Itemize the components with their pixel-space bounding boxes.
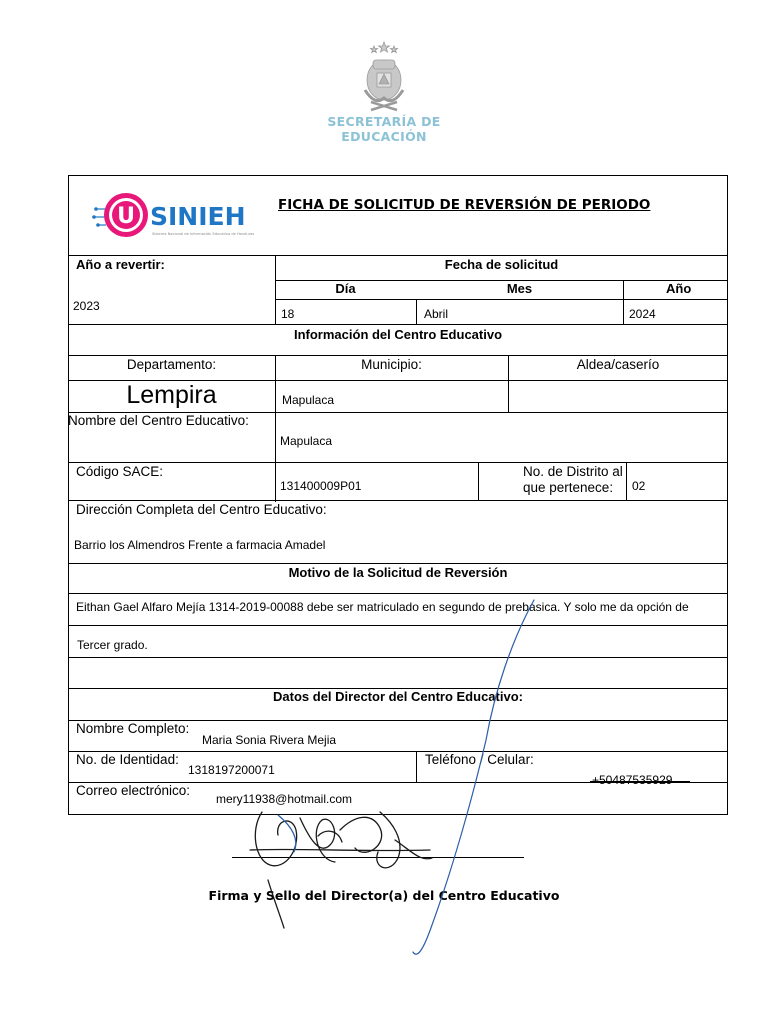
department-label: Departamento: [126, 357, 217, 372]
village-label: Aldea/caserío [576, 357, 660, 372]
row-divider [68, 563, 728, 564]
email-value: mery11938@hotmail.com [216, 792, 353, 806]
institution-name-line2: EDUCACIÓN [341, 129, 427, 144]
col-divider [626, 462, 627, 500]
year-value: 2023 [73, 299, 100, 313]
logo-name: SINIEH [150, 202, 246, 231]
year-label: Año a revertir: [76, 257, 165, 272]
municipality-value: Mapulaca [282, 393, 335, 407]
logo-tagline: Sistema Nacional de Información Educativa de Honduras [152, 232, 255, 236]
district-value: 02 [632, 479, 646, 493]
reason-line1: Eithan Gael Alfaro Mejía 1314-2019-00088 debe ser matriculado en segundo de prebasica. Y solo me da opción de [76, 600, 689, 614]
address-label: Dirección Completa del Centro Educativo: [76, 502, 327, 517]
form-title: FICHA DE SOLICITUD DE REVERSIÓN DE PERIODO [278, 197, 651, 213]
id-number-value: 1318197200071 [188, 763, 275, 777]
director-heading: Datos del Director del Centro Educativo: [273, 689, 523, 704]
row-divider [275, 299, 728, 300]
sace-code-label: Código SACE: [76, 464, 164, 479]
district-label-line1: No. de Distrito al [523, 464, 623, 479]
col-divider [416, 299, 417, 324]
reason-heading: Motivo de la Solicitud de Reversión [288, 565, 508, 580]
row-divider [68, 462, 728, 463]
full-name-value: Maria Sonia Rivera Mejia [202, 733, 337, 747]
month-value: Abril [424, 307, 449, 321]
email-label: Correo electrónico: [76, 783, 191, 798]
signature-label: Firma y Sello del Director(a) del Centro Educativo [208, 888, 560, 903]
year-col-label: Año [666, 281, 692, 296]
center-info-heading: Información del Centro Educativo [293, 327, 503, 342]
row-divider [68, 324, 728, 325]
phone-label: Teléfono / Celular: [425, 752, 534, 767]
sinieh-logo [88, 187, 263, 243]
row-divider [68, 657, 728, 658]
day-value: 18 [281, 307, 295, 321]
district-label-line2: que pertenece: [523, 480, 614, 495]
logo-letter: U [117, 204, 135, 229]
request-date-label: Fecha de solicitud [444, 257, 559, 272]
coat-of-arms-icon [355, 40, 413, 112]
month-label: Mes [506, 281, 533, 296]
row-divider [68, 500, 728, 501]
address-value: Barrio los Almendros Frente a farmacia Amadel [74, 538, 326, 552]
form-border-bottom [68, 814, 728, 815]
center-name-label: Nombre del Centro Educativo: [68, 413, 249, 428]
col-divider [623, 280, 624, 324]
day-label: Día [335, 281, 356, 296]
reversal-request-form [68, 175, 728, 815]
center-name-value: Mapulaca [280, 434, 333, 448]
municipality-label: Municipio: [361, 357, 422, 372]
reason-line2: Tercer grado. [77, 638, 148, 652]
row-divider [68, 625, 728, 626]
form-border-top [68, 175, 728, 176]
institution-name-line1: SECRETARÍA DE [327, 114, 441, 129]
request-year-value: 2024 [629, 307, 656, 321]
phone-value: +50487535929 [592, 773, 673, 787]
id-number-label: No. de Identidad: [76, 752, 179, 767]
sace-code-value: 131400009P01 [280, 479, 362, 493]
col-divider [275, 412, 276, 502]
full-name-label: Nombre Completo: [76, 721, 190, 736]
col-divider [478, 462, 479, 500]
form-border-left [68, 175, 69, 815]
row-divider [68, 355, 728, 356]
department-value: Lempira [126, 381, 217, 409]
signature-line [232, 857, 524, 858]
row-divider [68, 593, 728, 594]
col-divider [416, 751, 417, 782]
row-divider [68, 255, 728, 256]
